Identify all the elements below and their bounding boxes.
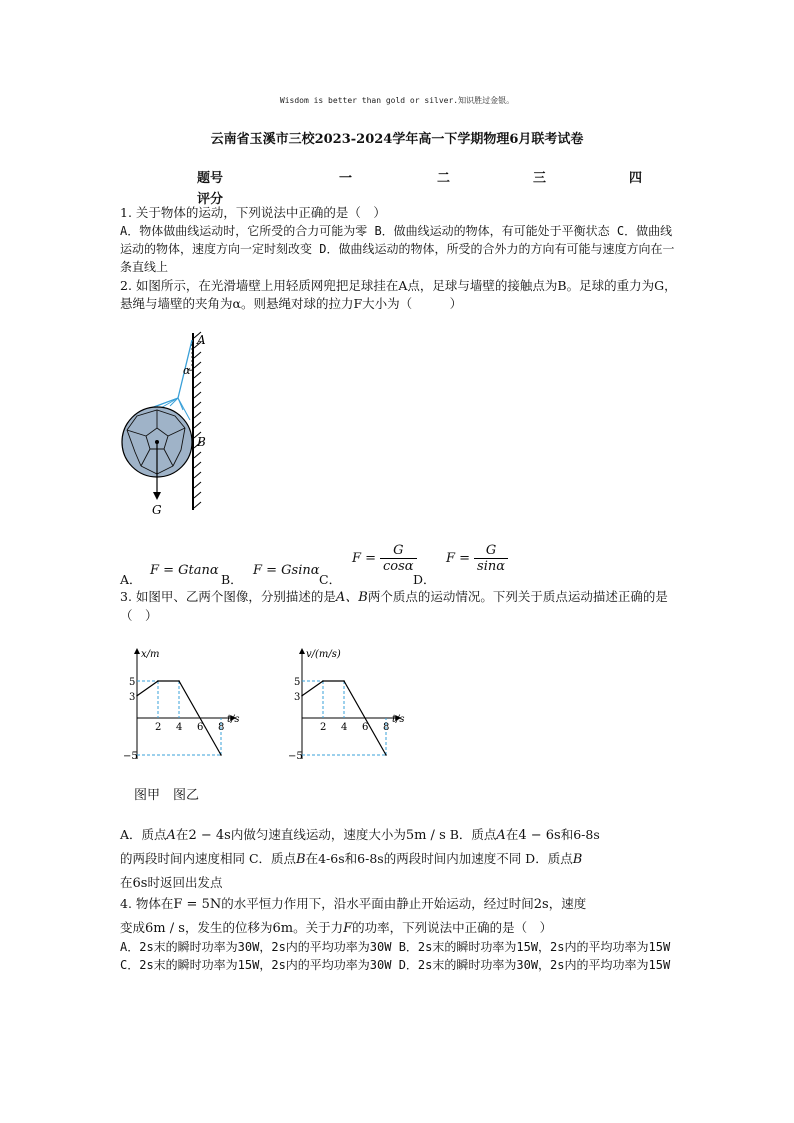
x-tick-label: 2 — [320, 722, 327, 733]
gravity-arrowhead — [153, 492, 161, 500]
wall-hatching — [194, 332, 201, 508]
y-tick-label: 5 — [294, 677, 301, 688]
y-tick-label: 5 — [129, 677, 136, 688]
x-tick-label: 4 — [176, 722, 183, 733]
x-axis-label: t/s — [392, 714, 405, 725]
score-label-score: 评分 — [197, 192, 224, 207]
q2-option-a-formula: F = Gtanα — [150, 563, 219, 578]
x-tick-label: 4 — [341, 722, 348, 733]
x-tick-label: 6 — [362, 722, 369, 733]
data-point — [220, 754, 222, 756]
q2-option-b-label: B． — [221, 572, 243, 587]
y-tick-label: 3 — [294, 691, 301, 703]
y-tick-label: −5 — [123, 751, 138, 762]
label-a: A — [197, 333, 206, 347]
page-title: 云南省玉溪市三校2023-2024学年高一下学期物理6月联考试卷 — [210, 132, 584, 147]
score-table — [196, 165, 650, 208]
label-alpha: α — [183, 364, 191, 377]
score-table-row — [196, 165, 650, 187]
q2-option-a-label: A． — [120, 572, 142, 587]
data-point — [343, 680, 345, 682]
chart-caption: 图甲 图乙 — [134, 788, 200, 803]
soccer-ball-figure — [115, 328, 225, 523]
score-col-4: 四 — [629, 170, 643, 186]
question-1 — [120, 204, 680, 276]
q2-option-d-fraction: $\frac{G}{\sin\alpha}$ — [474, 543, 508, 574]
question-1-stem: 1. 关于物体的运动，下列说法中正确的是（ ） — [120, 205, 386, 220]
x-tick-label: 6 — [197, 722, 204, 733]
label-g: G — [152, 503, 162, 517]
y-axis-label: v/(m/s) — [306, 649, 341, 660]
score-col-2: 二 — [437, 170, 451, 186]
x-tick-label: 8 — [218, 722, 225, 733]
data-point — [178, 680, 180, 682]
q2-option-d-label: D． — [413, 572, 436, 587]
x-axis-label: t/s — [227, 714, 240, 725]
q2-option-c-fraction: $\frac{G}{\cos\alpha}$ — [380, 543, 417, 574]
x-tick-label: 8 — [383, 722, 390, 733]
y-tick-label: 3 — [129, 691, 136, 703]
data-point — [322, 680, 324, 682]
question-2-stem: 2. 如图所示，在光滑墙壁上用轻质网兜把足球挂在A点，足球与墙壁的接触点为B。足球的重力为G，悬绳与墙壁的夹角为α。则悬绳对球的拉力F大小为（ ） — [120, 278, 677, 311]
motto: Wisdom is better than gold or silver.知识胜过金银。 — [279, 96, 515, 105]
chart-x-t — [120, 645, 255, 765]
question-1-options: A．物体做曲线运动时，它所受的合力可能为零 B．做曲线运动的物体，有可能处于平衡状态 C．做曲线运动的物体，速度方向一定时刻改变 D．做曲线运动的物体，所受的合外力的方向有可能与速度方向在一条直线上 — [120, 224, 675, 274]
data-point — [136, 695, 138, 697]
data-point — [301, 695, 303, 697]
y-axis-arrow — [134, 648, 140, 654]
score-col-3: 三 — [533, 170, 547, 186]
q2-option-c-formula: F = $\frac{G}{\cos\alpha}$ — [352, 543, 417, 574]
chart-v-t — [285, 645, 420, 765]
data-point — [157, 680, 159, 682]
y-axis-arrow — [299, 648, 305, 654]
y-tick-label: −5 — [288, 751, 303, 762]
data-point — [385, 754, 387, 756]
question-4-stem: 4. 物体在F = 5N的水平恒力作用下，沿水平面由静止开始运动，经过时间2s，速度 变成6m / s，发生的位移为6m。关于力F的功率，下列说法中正确的是（ ） — [120, 896, 587, 936]
score-label-question: 题号 — [197, 170, 224, 186]
question-3-stem: 3. 如图甲、乙两个图像，分别描述的是A、B两个质点的运动情况。下列关于质点运动描述正确的是（ ） — [120, 589, 668, 623]
q2-option-d-formula: F = $\frac{G}{\sin\alpha}$ — [446, 543, 508, 574]
score-col-1: 一 — [339, 170, 353, 186]
x-tick-label: 2 — [155, 722, 162, 733]
q2-option-c-label: C． — [319, 572, 342, 587]
y-axis-label: x/m — [141, 649, 160, 660]
question-4-options: A．2s末的瞬时功率为30W，2s内的平均功率为30W B．2s末的瞬时功率为15W，2s内的平均功率为15W C．2s末的瞬时功率为15W，2s内的平均功率为30W D．2s末的瞬时功率为30W，2s内的平均功率为15W — [120, 940, 671, 972]
question-3-options: A．质点A在2 − 4s内做匀速直线运动，速度大小为5m / s B．质点A在4 − 6s和6-8s 的两段时间内速度相同 C．质点B在4-6s和6-8s的两段时间内加速度不同 D．质点B 在6s时返回出发点 — [120, 827, 600, 891]
label-b: B — [197, 435, 206, 449]
q2-option-b-formula: F = Gsinα — [253, 563, 320, 578]
question-2-options — [120, 543, 680, 587]
